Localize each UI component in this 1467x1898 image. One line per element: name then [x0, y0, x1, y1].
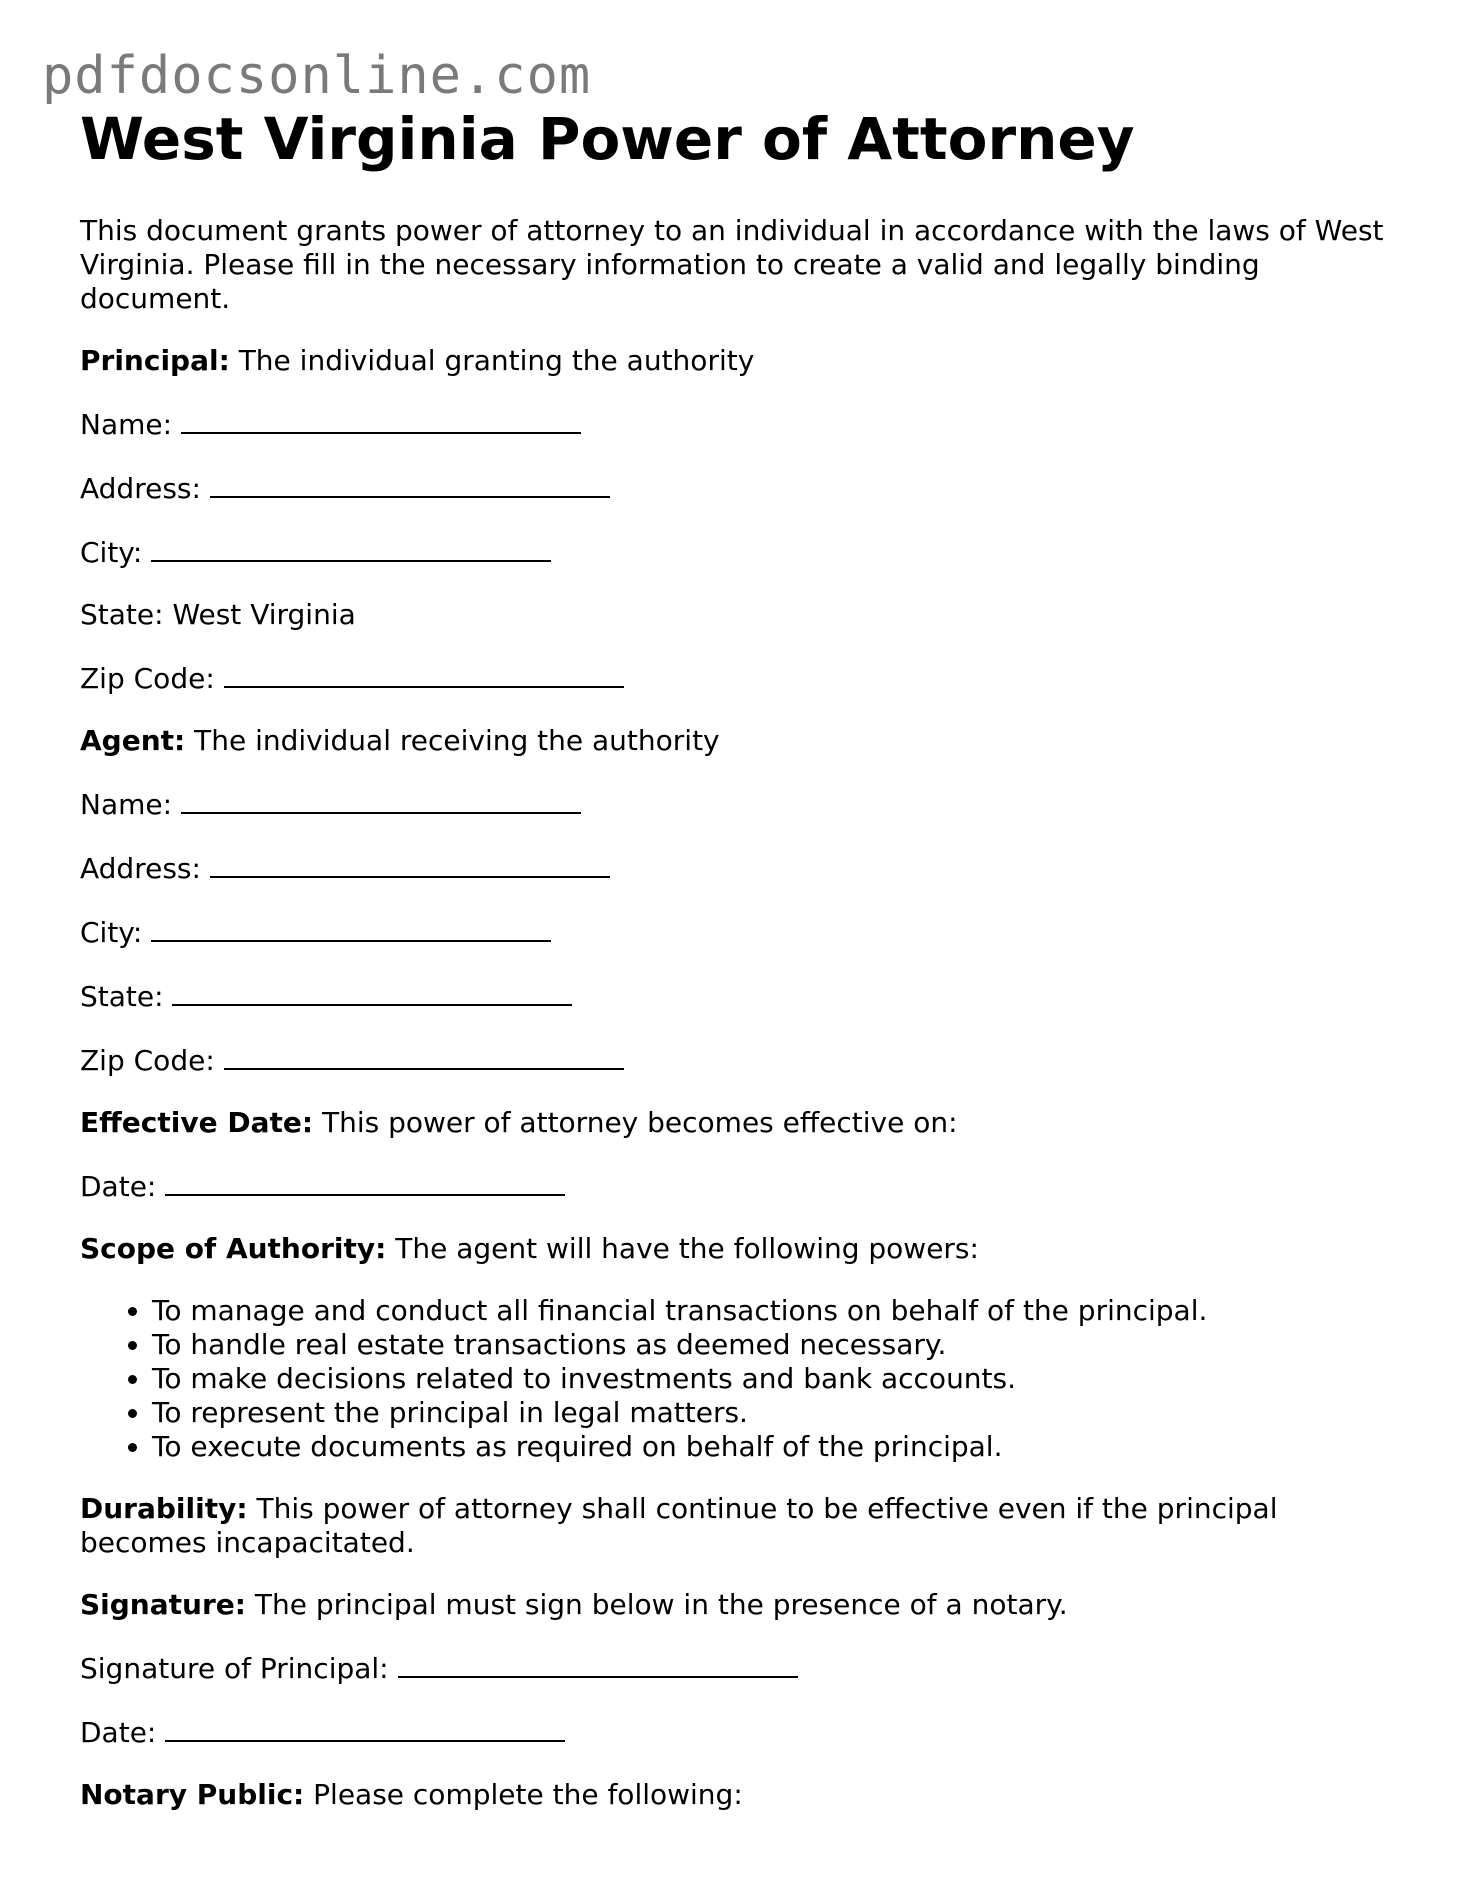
principal-zip-label: Zip Code:	[80, 662, 224, 695]
principal-city-field	[80, 534, 1400, 570]
principal-zip-field	[80, 660, 1400, 696]
principal-city-label: City:	[80, 536, 152, 569]
agent-address-label: Address:	[80, 852, 210, 885]
agent-state-blank[interactable]	[172, 978, 572, 1006]
list-item: • To execute documents as required on behalf of the principal.	[152, 1430, 1400, 1464]
principal-zip-blank[interactable]	[224, 660, 624, 688]
principal-address-field	[80, 470, 1400, 506]
signature-heading	[80, 1588, 1400, 1622]
signature-label: Signature of Principal:	[80, 1652, 398, 1685]
signature-field	[80, 1650, 1400, 1686]
scope-heading-label: Scope of Authority:	[80, 1232, 387, 1265]
signature-date-field	[80, 1714, 1400, 1750]
list-item: • To manage and conduct all financial transactions on behalf of the principal.	[152, 1294, 1400, 1328]
effective-date-field	[80, 1168, 1400, 1204]
notary-heading-label: Notary Public:	[80, 1778, 305, 1811]
principal-description: The individual granting the authority	[229, 344, 755, 377]
agent-heading-label: Agent:	[80, 724, 186, 757]
signature-blank[interactable]	[398, 1650, 798, 1678]
agent-city-field	[80, 914, 1400, 950]
powers-list	[80, 1294, 1400, 1464]
list-item: • To represent the principal in legal matters.	[152, 1396, 1400, 1430]
principal-city-blank[interactable]	[151, 534, 551, 562]
agent-name-label: Name:	[80, 788, 181, 821]
agent-zip-blank[interactable]	[224, 1042, 624, 1070]
effective-date-heading	[80, 1106, 1400, 1140]
intro-paragraph: This document grants power of attorney to an individual in accordance with the laws of West Virginia. Please fill in the necessary information to create a valid and legally binding document.	[80, 214, 1384, 315]
principal-address-blank[interactable]	[210, 470, 610, 498]
list-item: • To handle real estate transactions as deemed necessary.	[152, 1328, 1400, 1362]
agent-name-blank[interactable]	[181, 786, 581, 814]
scope-heading	[80, 1232, 1400, 1266]
agent-address-blank[interactable]	[210, 850, 610, 878]
principal-name-blank[interactable]	[181, 406, 581, 434]
effective-date-description: This power of attorney becomes effective on:	[313, 1106, 958, 1139]
effective-date-heading-label: Effective Date:	[80, 1106, 314, 1139]
durability-description: This power of attorney shall continue to be effective even if the principal becomes incapacitated.	[80, 1492, 1278, 1559]
signature-heading-label: Signature:	[80, 1588, 246, 1621]
effective-date-blank[interactable]	[165, 1168, 565, 1196]
agent-city-label: City:	[80, 916, 152, 949]
principal-name-field	[80, 406, 1400, 442]
signature-date-blank[interactable]	[165, 1714, 565, 1742]
page-title: West Virginia Power of Attorney	[80, 105, 1135, 173]
agent-state-label: State:	[80, 980, 173, 1013]
signature-date-label: Date:	[80, 1716, 166, 1749]
notary-heading	[80, 1778, 1400, 1812]
signature-description: The principal must sign below in the presence of a notary.	[245, 1588, 1068, 1621]
principal-heading-label: Principal:	[80, 344, 230, 377]
watermark-text: pdfdocsonline.com	[42, 46, 592, 106]
list-item: • To make decisions related to investments and bank accounts.	[152, 1362, 1400, 1396]
agent-address-field	[80, 850, 1400, 886]
agent-zip-field	[80, 1042, 1400, 1078]
principal-state: State: West Virginia	[80, 598, 356, 631]
principal-name-label: Name:	[80, 408, 181, 441]
effective-date-label: Date:	[80, 1170, 166, 1203]
agent-name-field	[80, 786, 1400, 822]
principal-heading	[80, 344, 1400, 378]
agent-description: The individual receiving the authority	[185, 724, 720, 757]
durability-heading-label: Durability:	[80, 1492, 248, 1525]
agent-zip-label: Zip Code:	[80, 1044, 224, 1077]
agent-city-blank[interactable]	[151, 914, 551, 942]
scope-description: The agent will have the following powers:	[386, 1232, 979, 1265]
agent-heading	[80, 724, 1400, 758]
durability-paragraph	[80, 1492, 1400, 1560]
document-body	[80, 104, 1400, 1812]
principal-address-label: Address:	[80, 472, 210, 505]
notary-description: Please complete the following:	[304, 1778, 743, 1811]
agent-state-field	[80, 978, 1400, 1014]
